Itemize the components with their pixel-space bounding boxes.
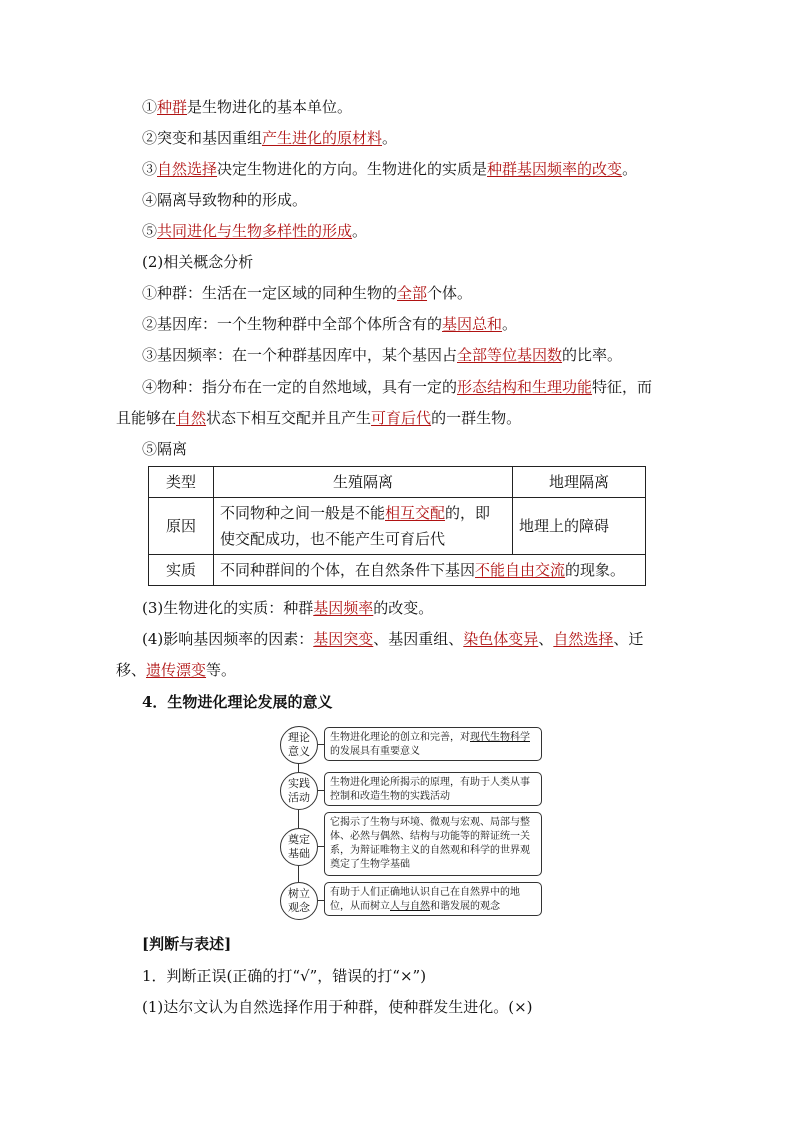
text-line: (4)影响基因频率的因素：基因突变、基因重组、染色体变异、自然选择、迁: [142, 630, 644, 648]
box-practice: 生物进化理论所揭示的原理，有助于人类从事控制和改造生物的实践活动: [324, 772, 542, 806]
box-theory: 生物进化理论的创立和完善，对现代生物科学的发展具有重要意义: [324, 727, 542, 761]
isolation-table: [148, 466, 646, 586]
box-concept: 有助于人们正确地认识自己在自然界中的地位，从而树立人与自然和谐发展的观念: [324, 882, 542, 916]
answer-blank: 可育后代: [371, 409, 432, 427]
text-line: ⑤隔离: [142, 440, 188, 458]
table-cell: 实质: [149, 555, 214, 586]
section-heading: [判断与表述]: [142, 935, 232, 953]
table-cell: 不同物种之间一般是不能相互交配的，即 使交配成功，也不能产生可育后代: [214, 498, 513, 555]
text-line: ②基因库：一个生物种群中全部个体所含有的基因总和。: [142, 315, 518, 333]
answer-blank: 自然选择: [157, 160, 218, 178]
text-line: ⑤共同进化与生物多样性的形成。: [142, 222, 368, 240]
node-concept: 树立观念: [280, 882, 318, 920]
answer-blank: 相互交配: [385, 504, 446, 522]
text-line: ①种群：生活在一定区域的同种生物的全部个体。: [142, 284, 473, 302]
table-row: [149, 498, 646, 555]
answer-blank: 种群: [157, 98, 188, 116]
text-line: ④隔离导致物种的形成。: [142, 191, 308, 209]
answer-blank: 遗传漂变: [146, 661, 207, 679]
connector: [298, 866, 299, 882]
text-line: (3)生物进化的实质：种群基因频率的改变。: [142, 599, 434, 617]
text-line: 移、遗传漂变等。: [116, 661, 237, 679]
answer-blank: 种群基因频率的改变: [487, 160, 623, 178]
answer-blank: 形态结构和生理功能: [457, 378, 593, 396]
table-header-row: [149, 467, 646, 498]
table-row: [149, 555, 646, 586]
answer-blank: 全部等位基因数: [457, 346, 563, 364]
significance-diagram: [272, 724, 554, 920]
table-cell: 原因: [149, 498, 214, 555]
answer-blank: 染色体变异: [463, 630, 539, 648]
section-heading: (2)相关概念分析: [142, 253, 254, 271]
section-heading: 4．生物进化理论发展的意义: [142, 693, 333, 711]
answer-blank: 基因频率: [313, 599, 374, 617]
table-header: 生殖隔离: [214, 467, 513, 498]
text-line: ①种群是生物进化的基本单位。: [142, 98, 353, 116]
answer-blank: 产生进化的原材料: [262, 129, 383, 147]
answer-blank: 共同进化与生物多样性的形成: [157, 222, 353, 240]
text-line: ③基因频率：在一个种群基因库中，某个基因占全部等位基因数的比率。: [142, 346, 623, 364]
table-cell: 不同种群间的个体，在自然条件下基因不能自由交流的现象。: [214, 555, 646, 586]
answer-blank: 全部: [397, 284, 428, 302]
box-foundation: 它揭示了生物与环境、微观与宏观、局部与整体、必然与偶然、结构与功能等的辩证统一关系，为辩证唯物主义的自然观和科学的世界观奠定了生物学基础: [324, 812, 542, 876]
text-line: ②突变和基因重组产生进化的原材料。: [142, 129, 398, 147]
text-line: ④物种：指分布在一定的自然地域，具有一定的形态结构和生理功能特征，而: [142, 378, 653, 396]
text-line: 1．判断正误(正确的打“√”，错误的打“×”): [142, 967, 427, 985]
node-practice: 实践活动: [280, 772, 318, 810]
answer-blank: 自然选择: [553, 630, 614, 648]
answer-blank: 不能自由交流: [475, 561, 566, 579]
connector: [298, 810, 299, 828]
answer-blank: 自然: [176, 409, 207, 427]
answer-blank: 基因总和: [442, 315, 503, 333]
table-header: 类型: [149, 467, 214, 498]
table-header: 地理隔离: [513, 467, 646, 498]
text-line: ③自然选择决定生物进化的方向。生物进化的实质是种群基因频率的改变。: [142, 160, 638, 178]
text-line: (1)达尔文认为自然选择作用于种群，使种群发生进化。(×): [142, 998, 533, 1016]
node-theory: 理论意义: [280, 726, 318, 764]
table-cell: 地理上的障碍: [513, 498, 646, 555]
answer-blank: 基因突变: [313, 630, 374, 648]
node-foundation: 奠定基础: [280, 828, 318, 866]
text-line: 且能够在自然状态下相互交配并且产生可育后代的一群生物。: [116, 409, 522, 427]
